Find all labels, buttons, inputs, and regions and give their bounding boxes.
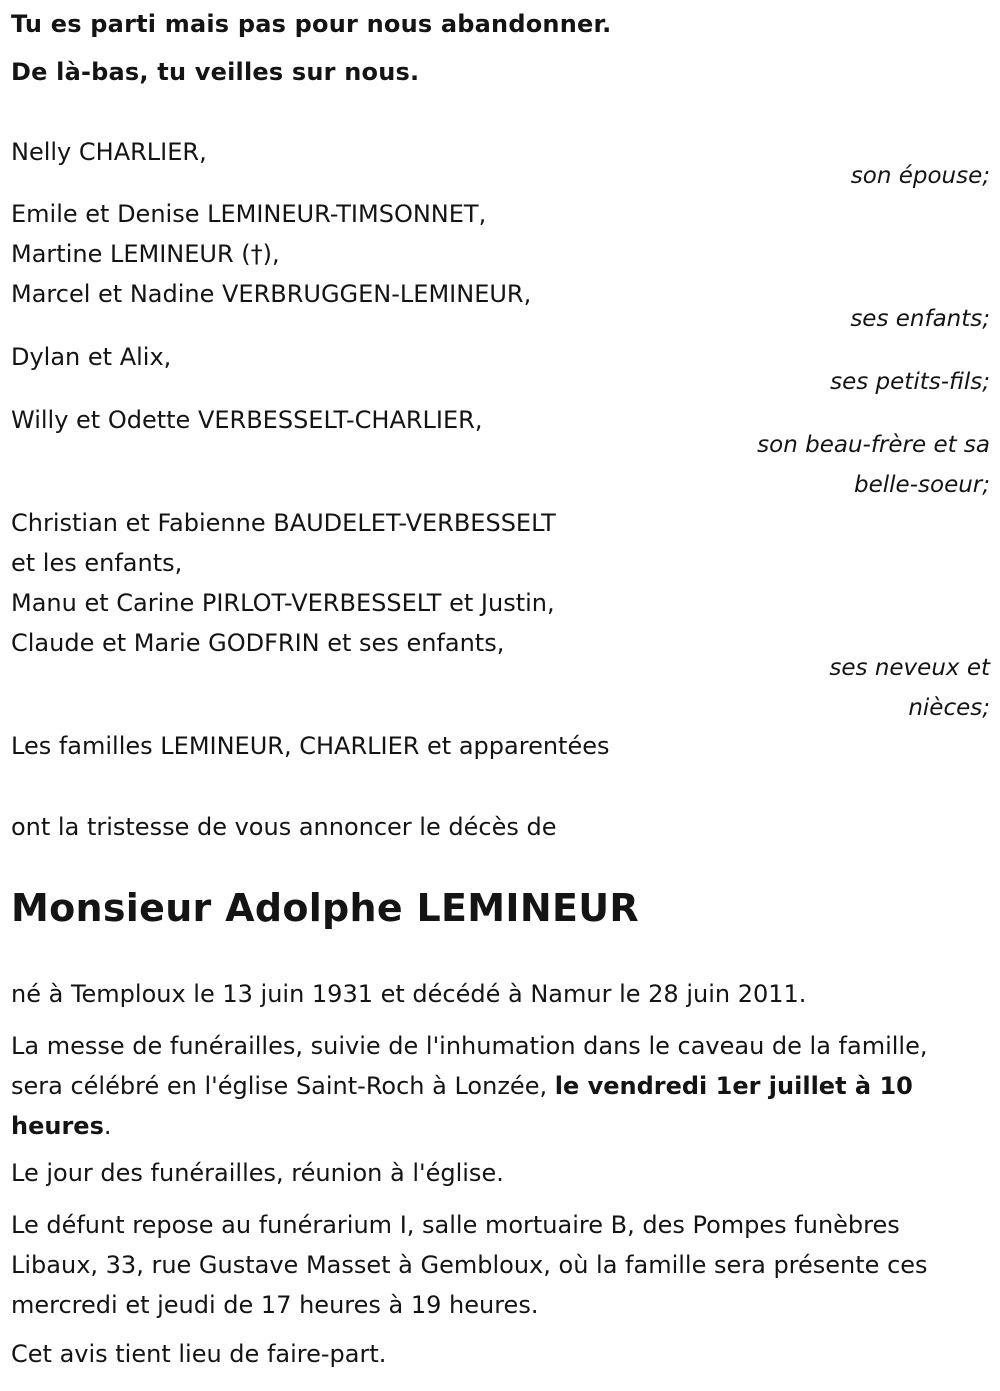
closing-text: Cet avis tient lieu de faire-part. [11, 1340, 387, 1368]
mourner-name: Willy et Odette VERBESSELT-CHARLIER, [11, 406, 483, 434]
birth-death-text: né à Temploux le 13 juin 1931 et décédé à Namur le 28 juin 2011. [11, 980, 807, 1008]
funeral-mass-date: le vendredi 1er juillet à 10 heures [11, 1072, 913, 1140]
mourner-name: Manu et Carine PIRLOT-VERBESSELT et Justin, [11, 589, 555, 617]
relation-label: nièces; [908, 695, 990, 721]
announcement-text: ont la tristesse de vous annoncer le décès de [11, 813, 557, 841]
relation-label: son beau-frère et sa [757, 432, 990, 458]
mourner-name: et les enfants, [11, 549, 183, 577]
relation-label: ses enfants; [850, 306, 990, 332]
mourner-name: Christian et Fabienne BAUDELET-VERBESSELT [11, 509, 556, 537]
funeral-mass-end: . [103, 1112, 112, 1140]
relation-label: belle-soeur; [854, 472, 990, 498]
funeral-mass-text: La messe de funérailles, suivie de l'inhumation dans le caveau de la famille, sera célébré en l'église Saint-Roch à Lonzée, [11, 1032, 928, 1100]
mourner-name: Claude et Marie GODFRIN et ses enfants, [11, 629, 505, 657]
relation-label: ses petits-fils; [830, 369, 990, 395]
deceased-name: Monsieur Adolphe LEMINEUR [11, 886, 639, 930]
motto-line-2: De là-bas, tu veilles sur nous. [11, 58, 420, 86]
relation-label: ses neveux et [829, 655, 990, 681]
gathering-text: Le jour des funérailles, réunion à l'église. [11, 1159, 504, 1187]
relation-label: son épouse; [850, 163, 990, 189]
mourner-name: Dylan et Alix, [11, 343, 172, 371]
motto-line-1: Tu es parti mais pas pour nous abandonner. [11, 10, 612, 38]
funeral-mass-paragraph [11, 1026, 971, 1146]
mourner-name: Emile et Denise LEMINEUR-TIMSONNET, [11, 200, 487, 228]
mourner-name: Marcel et Nadine VERBRUGGEN-LEMINEUR, [11, 280, 532, 308]
mourner-name: Les familles LEMINEUR, CHARLIER et apparentées [11, 732, 610, 760]
mourner-name: Martine LEMINEUR (†), [11, 240, 280, 268]
mourner-name: Nelly CHARLIER, [11, 138, 207, 166]
viewing-paragraph: Le défunt repose au funérarium I, salle mortuaire B, des Pompes funèbres Libaux, 33, rue Gustave Masset à Gembloux, où la famille sera présente ces mercredi et jeudi de 17 heures à 19 heures. [11, 1211, 928, 1319]
